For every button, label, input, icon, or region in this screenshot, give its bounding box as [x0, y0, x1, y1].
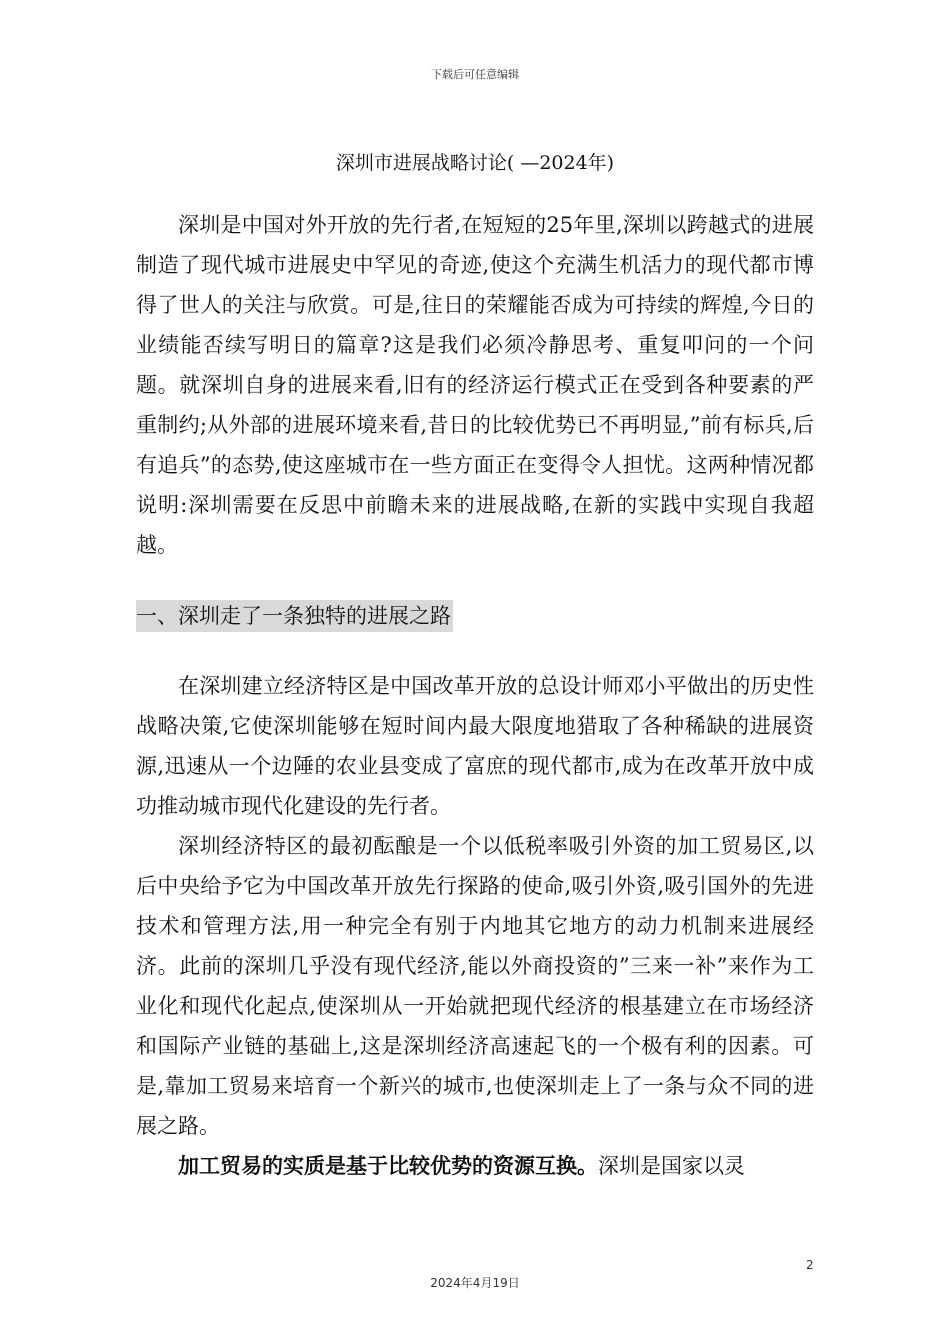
body-paragraph-1: 在深圳建立经济特区是中国改革开放的总设计师邓小平做出的历史性战略决策,它使深圳能够在短时间内最大限度地猎取了各种稀缺的进展资源,迅速从一个边陲的农业县变成了富庶的现代都市,成为在改革开放中成功推动城市现代化建设的先行者。 [136, 674, 814, 818]
header-note: 下载后可任意编辑 [431, 68, 519, 81]
document-title: 深圳市进展战略讨论( —2024年) [335, 152, 615, 174]
document-body [136, 205, 814, 1186]
body-paragraph-3 [136, 1146, 814, 1186]
body-paragraph-2: 深圳经济特区的最初酝酿是一个以低税率吸引外资的加工贸易区,以后中央给予它为中国改革开放先行探路的使命,吸引外资,吸引国外的先进技术和管理方法,用一种完全有别于内地其它地方的动力机制来进展经济。此前的深圳几乎没有现代经济,能以外商投资的”三来一补”来作为工业化和现代化起点,使深圳从一开始就把现代经济的根基建立在市场经济和国际产业链的基础上,这是深圳经济高速起飞的一个极有利的因素。可是,靠加工贸易来培育一个新兴的城市,也使深圳走上了一条与众不同的进展之路。 [136, 834, 814, 1138]
intro-paragraph: 深圳是中国对外开放的先行者,在短短的25年里,深圳以跨越式的进展制造了现代城市进展史中罕见的奇迹,使这个充满生机活力的现代都市博得了世人的关注与欣赏。可是,往日的荣耀能否成为可持续的辉煌,今日的业绩能否续写明日的篇章?这是我们必须冷静思考、重复叩问的一个问题。就深圳自身的进展来看,旧有的经济运行模式正在受到各种要素的严重制约;从外部的进展环境来看,昔日的比较优势已不再明显,”前有标兵,后有追兵”的态势,使这座城市在一些方面正在变得令人担忧。这两种情况都说明:深圳需要在反思中前瞻未来的进展战略,在新的实践中实现自我超越。 [136, 213, 814, 557]
footer-date: 2024年4月19日 [430, 1276, 520, 1290]
section-heading: 一、深圳走了一条独特的进展之路 [136, 600, 453, 632]
page-number: 2 [806, 1258, 814, 1272]
bold-lead-sentence: 加工贸易的实质是基于比较优势的资源互换。 [178, 1153, 598, 1178]
paragraph-3-continuation: 深圳是国家以灵 [598, 1154, 745, 1178]
